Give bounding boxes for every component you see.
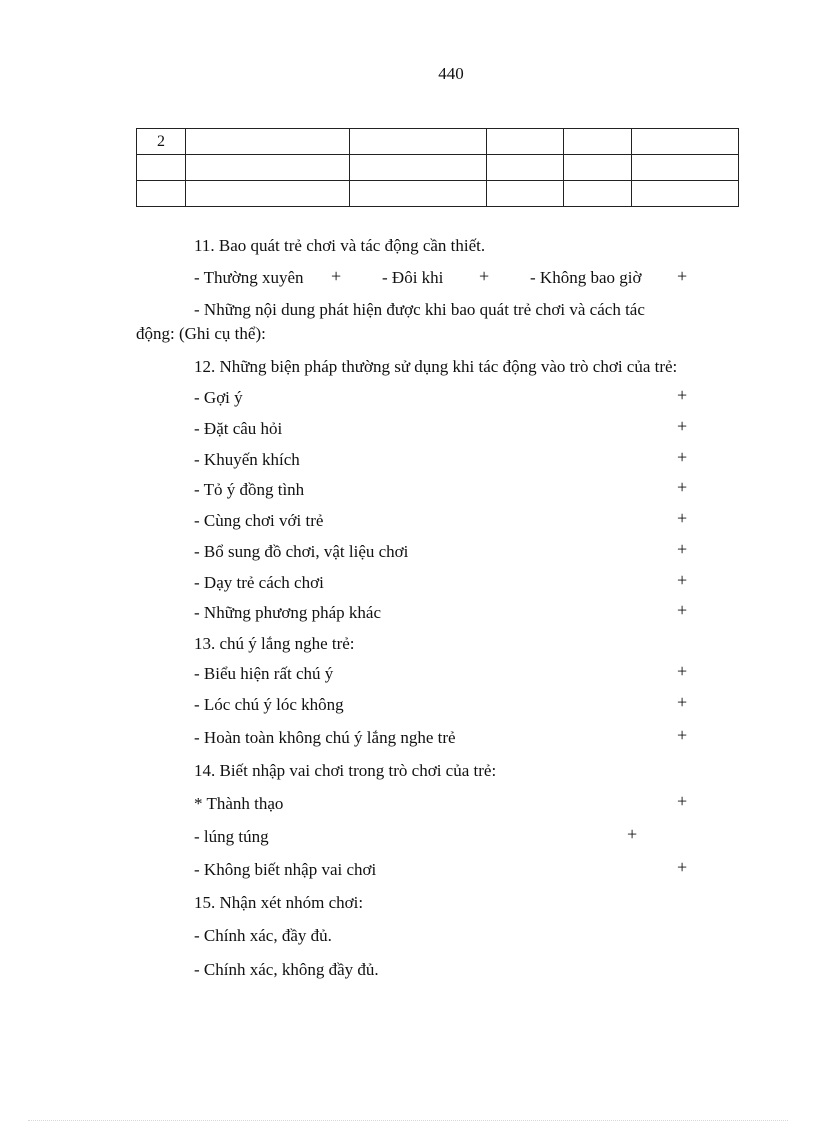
plus-mark: + (677, 416, 688, 436)
plus-mark: + (677, 508, 688, 528)
table-cell (632, 181, 739, 207)
table-cell (487, 155, 564, 181)
survey-table (136, 128, 739, 207)
plus-mark: + (677, 385, 688, 405)
list-item: - Đặt câu hỏi (194, 419, 283, 438)
section-11-note-continued: động: (Ghi cụ thể): (136, 324, 266, 343)
table-cell (564, 129, 632, 155)
plus-mark: + (677, 661, 688, 681)
section-14-title: 14. Biết nhập vai chơi trong trò chơi của trẻ: (194, 761, 497, 780)
plus-mark: + (677, 692, 688, 712)
table-row (137, 181, 739, 207)
list-item: - Gợi ý (194, 388, 243, 407)
section-15-title: 15. Nhận xét nhóm chơi: (194, 893, 364, 912)
list-item: * Thành thạo (194, 794, 284, 813)
plus-mark: + (677, 477, 688, 497)
page-edge-divider (28, 1120, 788, 1121)
table-cell (186, 129, 350, 155)
table-cell (137, 155, 186, 181)
table-cell: 2 (137, 129, 186, 155)
page-number: 440 (438, 64, 464, 83)
list-item: - Lóc chú ý lóc không (194, 695, 344, 714)
plus-mark: + (677, 725, 688, 745)
plus-mark: + (677, 539, 688, 559)
list-item: - Tỏ ý đồng tình (194, 480, 305, 499)
list-item: - Bổ sung đồ chơi, vật liệu chơi (194, 542, 409, 561)
frequency-option-sometimes: - Đôi khi (382, 268, 444, 287)
frequency-option-never: - Không bao giờ (530, 268, 642, 287)
section-11-note: - Những nội dung phát hiện được khi bao quát trẻ chơi và cách tác (194, 300, 645, 319)
list-item: - Những phương pháp khác (194, 603, 381, 622)
list-item: - Khuyến khích (194, 450, 300, 469)
plus-mark: + (677, 600, 688, 620)
frequency-option-always: - Thường xuyên (194, 268, 304, 287)
table-row (137, 155, 739, 181)
plus-mark: + (677, 447, 688, 467)
list-item: - Chính xác, không đầy đủ. (194, 960, 379, 979)
list-item: - Cùng chơi với trẻ (194, 511, 324, 530)
list-item: - Chính xác, đầy đủ. (194, 926, 332, 945)
table-cell (487, 129, 564, 155)
list-item: - Biểu hiện rất chú ý (194, 664, 334, 683)
plus-mark: + (677, 266, 688, 286)
section-12-title: 12. Những biện pháp thường sử dụng khi tác động vào trò chơi của trẻ: (194, 357, 678, 376)
table-cell (186, 155, 350, 181)
table-cell (186, 181, 350, 207)
plus-mark: + (627, 824, 638, 844)
plus-mark: + (331, 266, 342, 286)
plus-mark: + (677, 791, 688, 811)
plus-mark: + (677, 570, 688, 590)
list-item: - Không biết nhập vai chơi (194, 860, 377, 879)
table-cell (632, 129, 739, 155)
list-item: - Hoàn toàn không chú ý lắng nghe trẻ (194, 728, 456, 747)
list-item: - Dạy trẻ cách chơi (194, 573, 324, 592)
section-11-title: 11. Bao quát trẻ chơi và tác động cần thiết. (194, 236, 486, 255)
section-13-title: 13. chú ý lắng nghe trẻ: (194, 634, 355, 653)
list-item: - lúng túng (194, 827, 269, 846)
table-cell (350, 181, 487, 207)
table-cell (350, 155, 487, 181)
table-cell (487, 181, 564, 207)
plus-mark: + (479, 266, 490, 286)
table-row (137, 129, 739, 155)
table-cell (564, 181, 632, 207)
table-cell (350, 129, 487, 155)
table-cell (632, 155, 739, 181)
table-cell (564, 155, 632, 181)
table-cell (137, 181, 186, 207)
plus-mark: + (677, 857, 688, 877)
